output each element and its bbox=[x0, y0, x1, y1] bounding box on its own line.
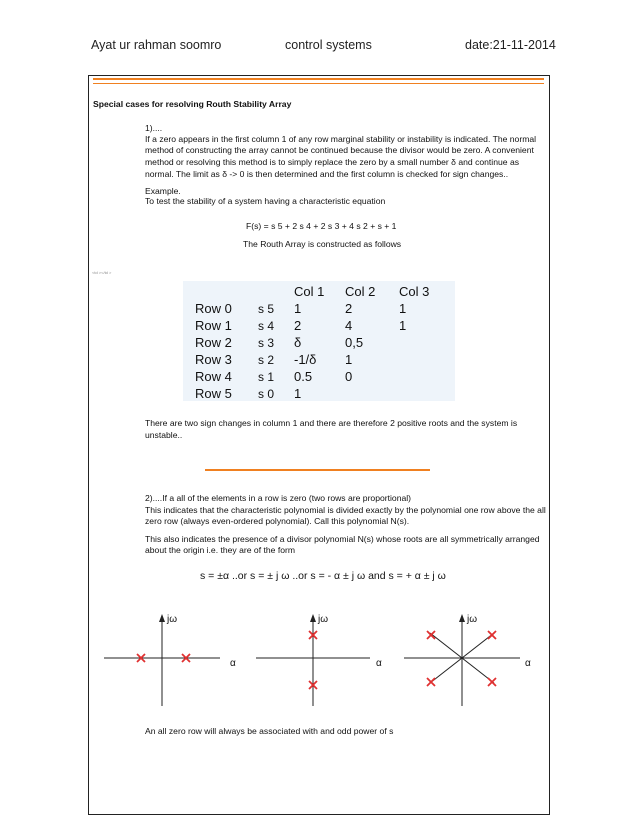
row-power: s 5 bbox=[258, 302, 275, 316]
footer-text: An all zero row will always be associated with and odd power of s bbox=[145, 726, 394, 736]
case2-para2-line-1: This also indicates the presence of a divisor polynomial N(s) whose roots are all symmetrically arranged bbox=[145, 534, 540, 544]
row-col3: 1 bbox=[399, 318, 407, 333]
axis-arrow bbox=[310, 614, 316, 622]
row-label: Row 2 bbox=[195, 335, 232, 350]
row-col2: 0 bbox=[345, 369, 353, 384]
case1-line-4: normal. The limit as δ -> 0 is then determined and the first column is checked for sign changes.. bbox=[145, 169, 509, 179]
case1-line-1: If a zero appears in the first column 1 of any row marginal stability or instability is indicated. The normal bbox=[145, 134, 537, 144]
example-label: Example. bbox=[145, 186, 181, 196]
case2-para1-line-2: zero row (always even-ordered polynomial). Call this polynomial N(s). bbox=[145, 516, 410, 526]
row-power: s 2 bbox=[258, 353, 275, 367]
row-label: Row 0 bbox=[195, 301, 232, 316]
plot2-imag-label: jω bbox=[318, 614, 329, 625]
row-power: s 3 bbox=[258, 336, 275, 350]
row-col3: 1 bbox=[399, 301, 407, 316]
row-col2: 1 bbox=[345, 352, 353, 367]
row-power: s 4 bbox=[258, 319, 275, 333]
conclusion-line-1: There are two sign changes in column 1 and there are therefore 2 positive roots and the system is bbox=[145, 418, 518, 428]
plot3-imag-label: jω bbox=[467, 614, 478, 625]
row-col1: 2 bbox=[294, 318, 302, 333]
row-label: Row 3 bbox=[195, 352, 232, 367]
plot1-real-label: α bbox=[230, 658, 236, 669]
case1-line-3: method or resolving this method is to simply replace the zero by a small number δ and continue as bbox=[145, 157, 520, 167]
top-rule bbox=[93, 78, 544, 80]
header-subject: control systems bbox=[285, 38, 372, 52]
row-power: s 1 bbox=[258, 370, 275, 384]
small-note: <td ></td > bbox=[92, 270, 112, 275]
col-header-3: Col 3 bbox=[399, 284, 430, 299]
row-col1: δ bbox=[294, 335, 302, 350]
characteristic-equation: F(s) = s 5 + 2 s 4 + 2 s 3 + 4 s 2 + s + 1 bbox=[246, 221, 397, 231]
routh-intro: The Routh Array is constructed as follows bbox=[243, 239, 402, 249]
row-col1: 1 bbox=[294, 386, 302, 401]
top-rule-2 bbox=[93, 83, 544, 84]
header-author: Ayat ur rahman soomro bbox=[91, 38, 222, 52]
plot3-real-label: α bbox=[525, 658, 531, 669]
row-col2: 4 bbox=[345, 318, 353, 333]
case2-para1-line-1: This indicates that the characteristic polynomial is divided exactly by the polynomial one row above the all bbox=[145, 505, 546, 515]
row-label: Row 4 bbox=[195, 369, 232, 384]
row-col1: 1 bbox=[294, 301, 302, 316]
row-power: s 0 bbox=[258, 387, 275, 401]
case1-line-2: method of constructing the array cannot be continued because the divisor would be zero. A convenient bbox=[145, 145, 534, 155]
row-label: Row 5 bbox=[195, 386, 232, 401]
example-text: To test the stability of a system having a characteristic equation bbox=[145, 196, 386, 206]
axis-arrow bbox=[159, 614, 165, 622]
row-col2: 2 bbox=[345, 301, 353, 316]
case2-line-1: 2)....If a all of the elements in a row is zero (two rows are proportional) bbox=[145, 493, 412, 503]
case1-label: 1).... bbox=[145, 123, 163, 133]
col-header-2: Col 2 bbox=[345, 284, 376, 299]
plot1-imag-label: jω bbox=[167, 614, 178, 625]
case2-para2-line-2: about the origin i.e. they are of the form bbox=[145, 545, 296, 555]
section-title: Special cases for resolving Routh Stability Array bbox=[93, 99, 292, 109]
row-label: Row 1 bbox=[195, 318, 232, 333]
plot2-real-label: α bbox=[376, 658, 382, 669]
row-col1: -1/δ bbox=[294, 352, 317, 367]
middle-rule bbox=[205, 469, 430, 471]
col-header-1: Col 1 bbox=[294, 284, 325, 299]
header-date: date:21-11-2014 bbox=[465, 38, 556, 52]
conclusion-line-2: unstable.. bbox=[145, 430, 183, 440]
row-col1: 0.5 bbox=[294, 369, 313, 384]
axis-arrow bbox=[459, 614, 465, 622]
row-col2: 0,5 bbox=[345, 335, 364, 350]
root-form-formula: s = ±α ..or s = ± j ω ..or s = - α ± j ω and s = + α ± j ω bbox=[200, 570, 446, 582]
